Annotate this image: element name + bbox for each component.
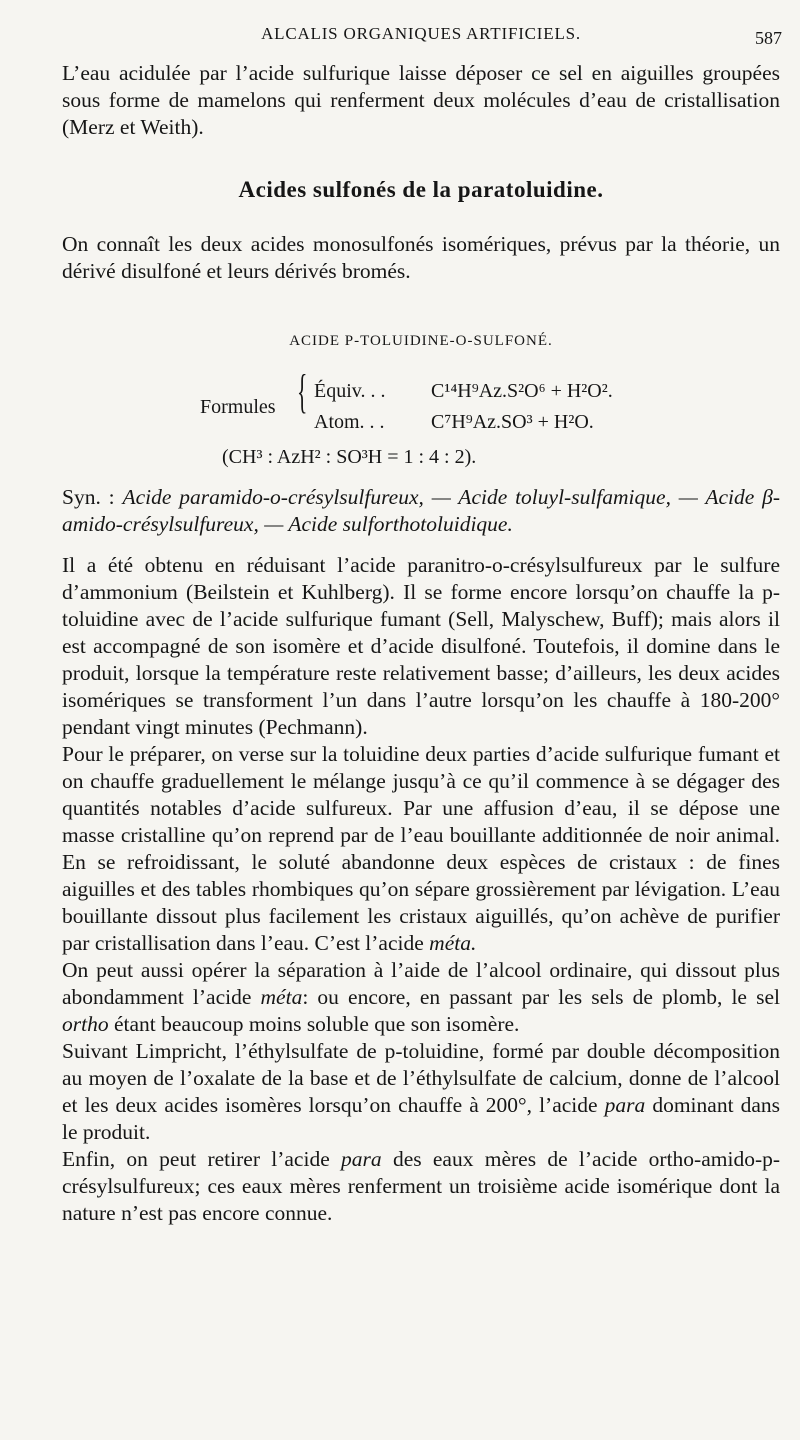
paragraph-limpricht: [62, 1038, 780, 1146]
paragraph-enfin: [62, 1146, 780, 1227]
limpricht-para: para: [604, 1093, 646, 1117]
separation-ortho: ortho: [62, 1012, 109, 1036]
formula-row-equiv: [314, 380, 613, 403]
formula-row-atom: [314, 411, 594, 434]
section-title: Acides sulfonés de la paratoluidine.: [238, 177, 604, 202]
paragraph-preparation: [62, 741, 780, 957]
synonyms-text: Acide paramido-o-crésylsulfureux, — Acide toluyl-sulfamique, — Acide β-amido-crésylsulfureux, — Acide sulforthotoluidique.: [62, 485, 781, 536]
page-header: [62, 22, 780, 52]
subheading-acid: ACIDE P-TOLUIDINE-O-SULFONÉ.: [289, 333, 553, 349]
limpricht-text-b: dominant dans le produit.: [62, 1093, 781, 1144]
atom-formula: C⁷H⁹Az.SO³ + H²O.: [431, 411, 594, 433]
paragraph-intro: L’eau acidulée par l’acide sulfurique laisse déposer ce sel en aiguilles groupées sous forme de mamelons qui renferment deux molécules d’eau de cristallisation (Merz et Weith).: [62, 61, 780, 139]
enfin-text-b: des eaux mères de l’acide ortho-amido-p-crésylsulfureux; ces eaux mères renferment un troisième acide isomérique dont la nature n’est pas encore connue.: [62, 1147, 781, 1225]
limpricht-text-a: Suivant Limpricht, l’éthylsulfate de p-toluidine, formé par double décomposition au moyen de l’oxalate de la base et de l’éthylsulfate de calcium, donne de l’alcool et les deux acides isomères lorsqu’on chauffe à 200°, l’acide: [62, 1039, 780, 1117]
enfin-text-a: Enfin, on peut retirer l’acide: [62, 1147, 330, 1171]
preparation-italic: méta.: [429, 931, 477, 955]
separation-meta: méta: [260, 985, 303, 1009]
running-head: ALCALIS ORGANIQUES ARTIFICIELS.: [261, 24, 581, 43]
separation-text-a: On peut aussi opérer la séparation à l’aide de l’alcool ordinaire, qui dissout plus abondamment l’acide: [62, 958, 780, 1009]
atom-label: Atom. . .: [314, 411, 385, 433]
formula-label: Formules: [200, 396, 276, 418]
formula-block: [62, 365, 780, 472]
preparation-text: Pour le préparer, on verse sur la toluidine deux parties d’acide sulfurique fumant et on chauffe graduellement le mélange jusqu’à ce qu’il commence à se dégager des quantités notables d’acide sulfureux. Par une affusion d’eau, il se dépose une masse cristalline qu’on reprend par de l’eau bouillante additionnée de noir animal. En se refroidissant, le soluté abandonne deux espèces de cristaux : de fines aiguilles et des tables rhombiques qu’on sépare grossièrement par lévigation. L’eau bouillante dissout plus facilement les cristaux aiguillés, qu’on achève de purifier par cristallisation dans l’eau. C’est l’acide: [62, 742, 780, 955]
formula-brace: {: [297, 365, 308, 418]
enfin-para: para: [341, 1147, 382, 1171]
paragraph-isomers: On connaît les deux acides monosulfonés isomériques, prévus par la théorie, un dérivé disulfoné et leurs dérivés bromés.: [62, 232, 780, 283]
separation-text-b: : ou encore, en passant par les sels de plomb, le sel: [302, 985, 780, 1009]
page-number: 587: [755, 28, 782, 48]
equiv-formula: C¹⁴H⁹Az.S²O⁶ + H²O².: [431, 380, 613, 402]
formula-ratio: (CH³ : AzH² : SO³H = 1 : 4 : 2).: [222, 446, 477, 468]
equiv-label: Équiv. . .: [314, 380, 386, 402]
synonyms-paragraph: [62, 484, 780, 538]
paragraph-separation: [62, 957, 780, 1038]
synonyms-label: Syn. :: [62, 485, 115, 509]
paragraph-obtention: Il a été obtenu en réduisant l’acide paranitro-o-crésylsulfureux par le sulfure d’ammonium (Beilstein et Kuhlberg). Il se forme encore lorsqu’on chauffe la p-toluidine avec de l’acide sulfurique fumant (Sell, Malyschew, Buff); mais alors il est accompagné de son isomère et d’acide disulfoné. Toutefois, il domine dans le produit, lorsque la température reste relativement basse; d’ailleurs, les deux acides isomériques se transforment l’un dans l’autre lorsqu’on les chauffe à 180-200° pendant vingt minutes (Pechmann).: [62, 553, 780, 739]
separation-text-c: étant beaucoup moins soluble que son isomère.: [113, 1012, 520, 1036]
document-page: [62, 22, 780, 1227]
